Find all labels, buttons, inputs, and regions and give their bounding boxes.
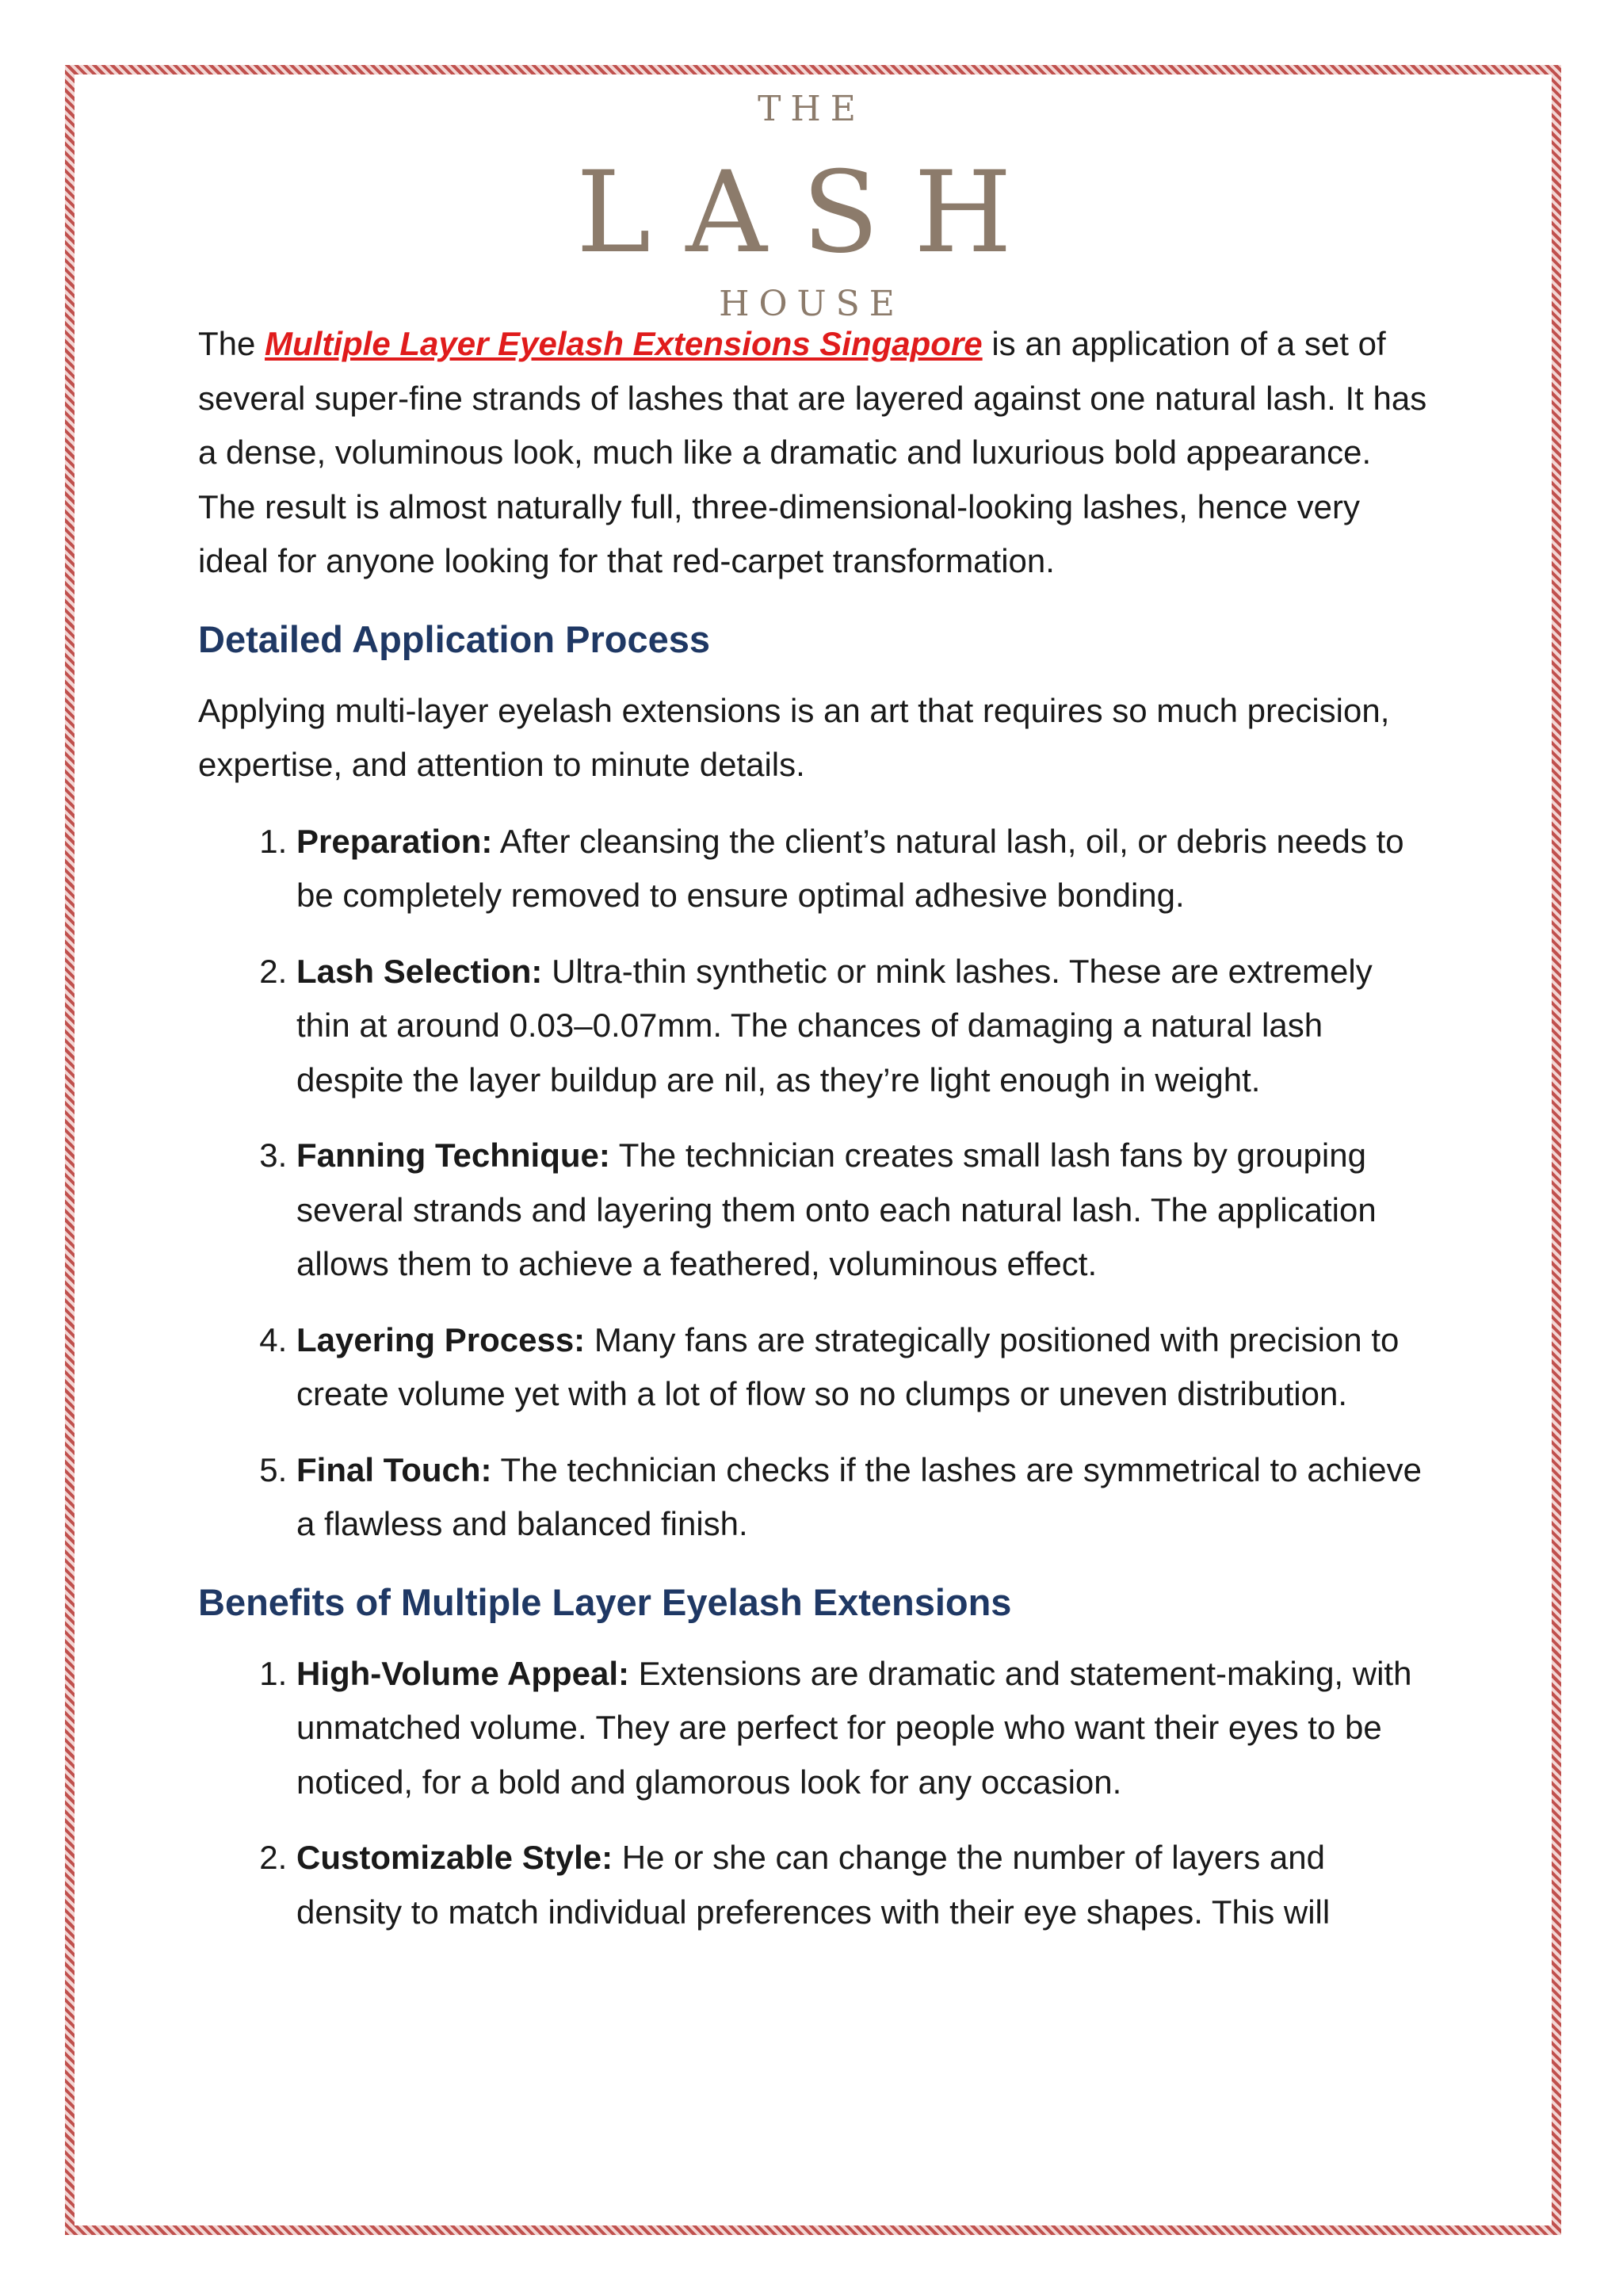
list-item — [296, 1443, 1434, 1552]
section-heading-benefits: Benefits of Multiple Layer Eyelash Extensions — [198, 1580, 1012, 1623]
list-item — [296, 1313, 1434, 1422]
item-term: Fanning Technique: — [296, 1137, 610, 1174]
logo-line-house: HOUSE — [719, 284, 904, 324]
service-link[interactable]: Multiple Layer Eyelash Extensions Singapore — [265, 325, 983, 362]
intro-suffix: is an application of a set of several super-fine strands of lashes that are layered against one natural lash. It has a dense, voluminous look, much like a dramatic and luxurious bold appearance. The result is almost naturally full, three-dimensional-looking lashes, hence very ideal for anyone looking for that red-carpet transformation. — [198, 325, 1427, 579]
process-list — [198, 815, 1434, 1552]
item-text: He or she can change the number of layers and density to match individual preferences with their eye shapes. This will — [296, 1839, 1331, 1931]
section-lead: Applying multi-layer eyelash extensions is an art that requires so much precision, expertise, and attention to minute details. — [198, 691, 1390, 783]
logo-line-lash: LASH — [576, 147, 1047, 278]
document-body — [198, 317, 1434, 1963]
list-item — [296, 815, 1434, 923]
item-text: Extensions are dramatic and statement-making, with unmatched volume. They are perfect for people who want their eyes to be noticed, for a bold and glamorous look for any occasion. — [296, 1654, 1412, 1801]
item-text: After cleansing the client’s natural lash, oil, or debris needs to be completely removed to ensure optimal adhesive bonding. — [296, 822, 1404, 914]
list-item — [296, 945, 1434, 1108]
item-text: Ultra-thin synthetic or mink lashes. These are extremely thin at around 0.03–0.07mm. The chances of damaging a natural lash despite the layer buildup are nil, as they’re light enough in weight. — [296, 952, 1373, 1098]
item-term: Lash Selection: — [296, 952, 543, 990]
item-term: Customizable Style: — [296, 1839, 613, 1876]
item-term: Layering Process: — [296, 1320, 586, 1358]
logo-line-the: THE — [758, 89, 865, 129]
benefits-list — [198, 1647, 1434, 1940]
item-text: The technician checks if the lashes are symmetrical to achieve a flawless and balanced finish. — [296, 1450, 1422, 1542]
item-term: Final Touch: — [296, 1450, 492, 1488]
list-item — [296, 1129, 1434, 1292]
list-item — [296, 1831, 1434, 1939]
item-term: Preparation: — [296, 822, 493, 860]
list-item — [296, 1647, 1434, 1810]
intro-prefix: The — [198, 325, 265, 362]
section-heading-application: Detailed Application Process — [198, 617, 710, 660]
intro-paragraph — [198, 317, 1434, 589]
item-text: Many fans are strategically positioned with precision to create volume yet with a lot of flow so no clumps or uneven distribution. — [296, 1320, 1400, 1412]
item-term: High-Volume Appeal: — [296, 1654, 629, 1692]
item-text: The technician creates small lash fans by grouping several strands and layering them onto each natural lash. The application allows them to achieve a feathered, voluminous effect. — [296, 1137, 1377, 1282]
